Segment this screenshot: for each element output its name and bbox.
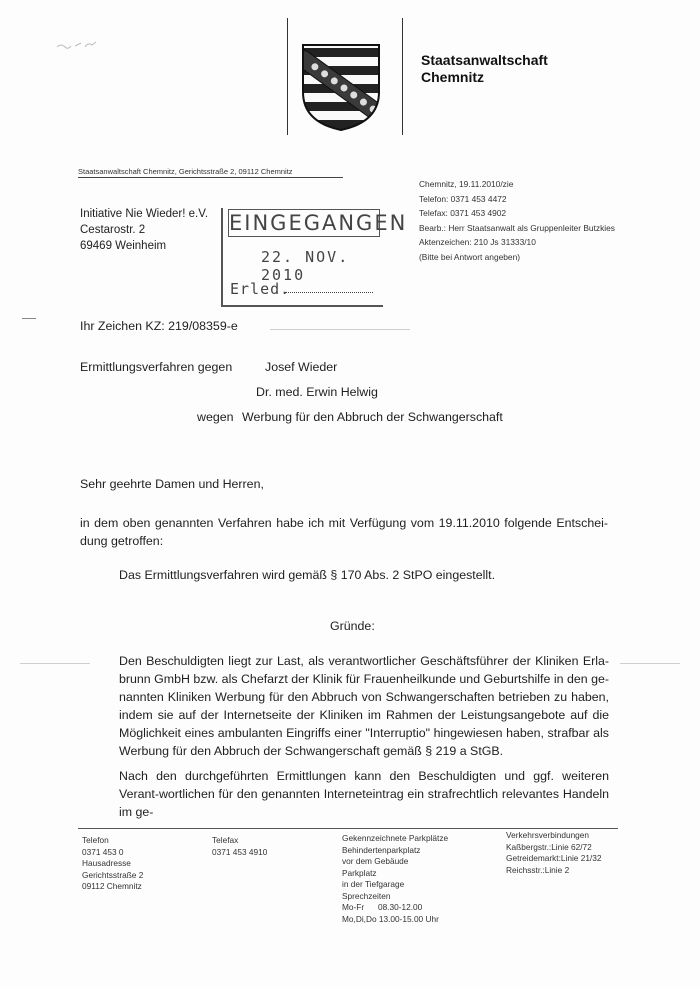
authority-line: Chemnitz (421, 69, 484, 85)
recipient-address (80, 206, 208, 254)
footer-line: 0371 453 4910 (212, 846, 268, 857)
scan-noise-line (620, 663, 680, 664)
wegen-label: wegen (197, 410, 234, 424)
footer-line: Mo,Di,Do 13.00-15.00 Uhr (342, 913, 439, 924)
footer-line: Verkehrsverbindungen (506, 830, 590, 840)
footer-line: in der Tiefgarage (342, 879, 405, 889)
recipient-line: Initiative Nie Wieder! e.V. (80, 208, 209, 220)
meta-telefon: Telefon: 0371 453 4472 (419, 193, 507, 204)
header-divider-left (287, 18, 288, 135)
footer-line: vor dem Gebäude (342, 856, 409, 866)
decision-text: Das Ermittlungsverfahren wird gemäß § 170 Abs. 2 StPO eingestellt. (119, 568, 496, 582)
sender-meta-block (419, 177, 615, 264)
meta-telefax: Telefax: 0371 453 4902 (419, 208, 507, 218)
footer-line: 0371 453 0 (82, 846, 124, 857)
footer-fax-column (212, 835, 267, 858)
fold-mark (22, 318, 36, 319)
stamp-erled: Erled. (230, 280, 291, 298)
authority-line: Staatsanwaltschaft (421, 52, 548, 68)
recipient-line: Cestarostr. 2 (80, 224, 146, 236)
footer-line: 09112 Chemnitz (82, 881, 142, 891)
stamp-title: EINGEGANGEN (229, 211, 408, 235)
intro-paragraph: in dem oben genannten Verfahren habe ich mit Verfügung vom 19.11.2010 folgende Entschei-dung getroffen: (80, 516, 608, 548)
received-stamp (221, 208, 408, 307)
scribble-mark (55, 38, 105, 52)
accused-name: Josef Wieder (265, 360, 338, 374)
footer-contact-column (82, 835, 143, 893)
footer-line: Telefon (82, 835, 109, 845)
footer-line: Parkplatz (342, 867, 377, 878)
reasons-paragraph: Den Beschuldigten liegt zur Last, als verantwortlicher Geschäftsführer der Kliniken Erla-brunn GmbH bzw. als Chefarzt der Klinik für Frauenheilkunde und Geburtshilfe in den ge-nannten Kliniken Werbung für den Abbruch von Schwangerschaften betrieben zu haben, indem sie auf der Internetseite der Kliniken im Rahmen der Leistungsangebote auf die Möglichkeit eines ambulanten Eingriffs einer "Interruptio" hingewiesen haben, strafbar als Werbung für den Abbruch der Schwangerschaft gemäß § 219 a StGB. (119, 654, 609, 758)
coat-of-arms-emblem (300, 42, 382, 132)
meta-bearbeiter: Bearb.: Herr Staatsanwalt als Gruppenleiter Butzkies (419, 222, 615, 233)
meta-note: (Bitte bei Antwort angeben) (419, 251, 521, 262)
footer-transit-column (506, 830, 601, 876)
salutation: Sehr geehrte Damen und Herren, (80, 477, 264, 491)
footer-line: Kaßbergstr.:Linie 62/72 (506, 841, 592, 852)
reasons-paragraph: Nach den durchgeführten Ermittlungen kann den Beschuldigten und ggf. weiteren Verant-wortlichen für den genannten Interneteintrag ein strafrechtlich relevantes Handeln im ge- (119, 769, 609, 819)
footer-line: Gekennzeichnete Parkplätze (342, 833, 449, 843)
accused-name: Dr. med. Erwin Helwig (256, 385, 378, 399)
authority-name (421, 52, 548, 86)
footer-line: Gerichtsstraße 2 (82, 869, 144, 880)
your-reference: Ihr Zeichen KZ: 219/08359-e (80, 319, 238, 333)
stamp-date: 22. NOV. 2010 (261, 248, 350, 284)
reasons-heading: Gründe: (330, 619, 375, 633)
footer-line: Reichsstr.:Linie 2 (506, 864, 570, 875)
footer-rule (78, 828, 618, 829)
return-address-rule (78, 177, 343, 178)
footer-line: Getreidemarkt:Linie 21/32 (506, 853, 602, 863)
scan-noise-line (20, 663, 90, 664)
footer-line: Behindertenparkplatz (342, 844, 421, 855)
stamp-dotted-line (285, 292, 373, 293)
footer-line: Sprechzeiten (342, 890, 391, 901)
meta-place-date: Chemnitz, 19.11.2010/zie (419, 179, 514, 189)
meta-aktenzeichen: Aktenzeichen: 210 Js 31333/10 (419, 237, 536, 247)
header-divider-right (402, 18, 403, 135)
scan-noise-line (270, 329, 410, 330)
charge-text: Werbung für den Abbruch der Schwangerschaft (242, 410, 503, 424)
case-label: Ermittlungsverfahren gegen (80, 360, 233, 374)
recipient-line: 69469 Weinheim (80, 240, 167, 252)
return-address: Staatsanwaltschaft Chemnitz, Gerichtsstraße 2, 09112 Chemnitz (78, 167, 293, 176)
footer-line: Telefax (212, 835, 239, 845)
footer-line: Hausadresse (82, 858, 131, 868)
footer-line: Mo-Fr 08.30-12.00 (342, 902, 423, 912)
footer-parking-column (342, 833, 448, 925)
